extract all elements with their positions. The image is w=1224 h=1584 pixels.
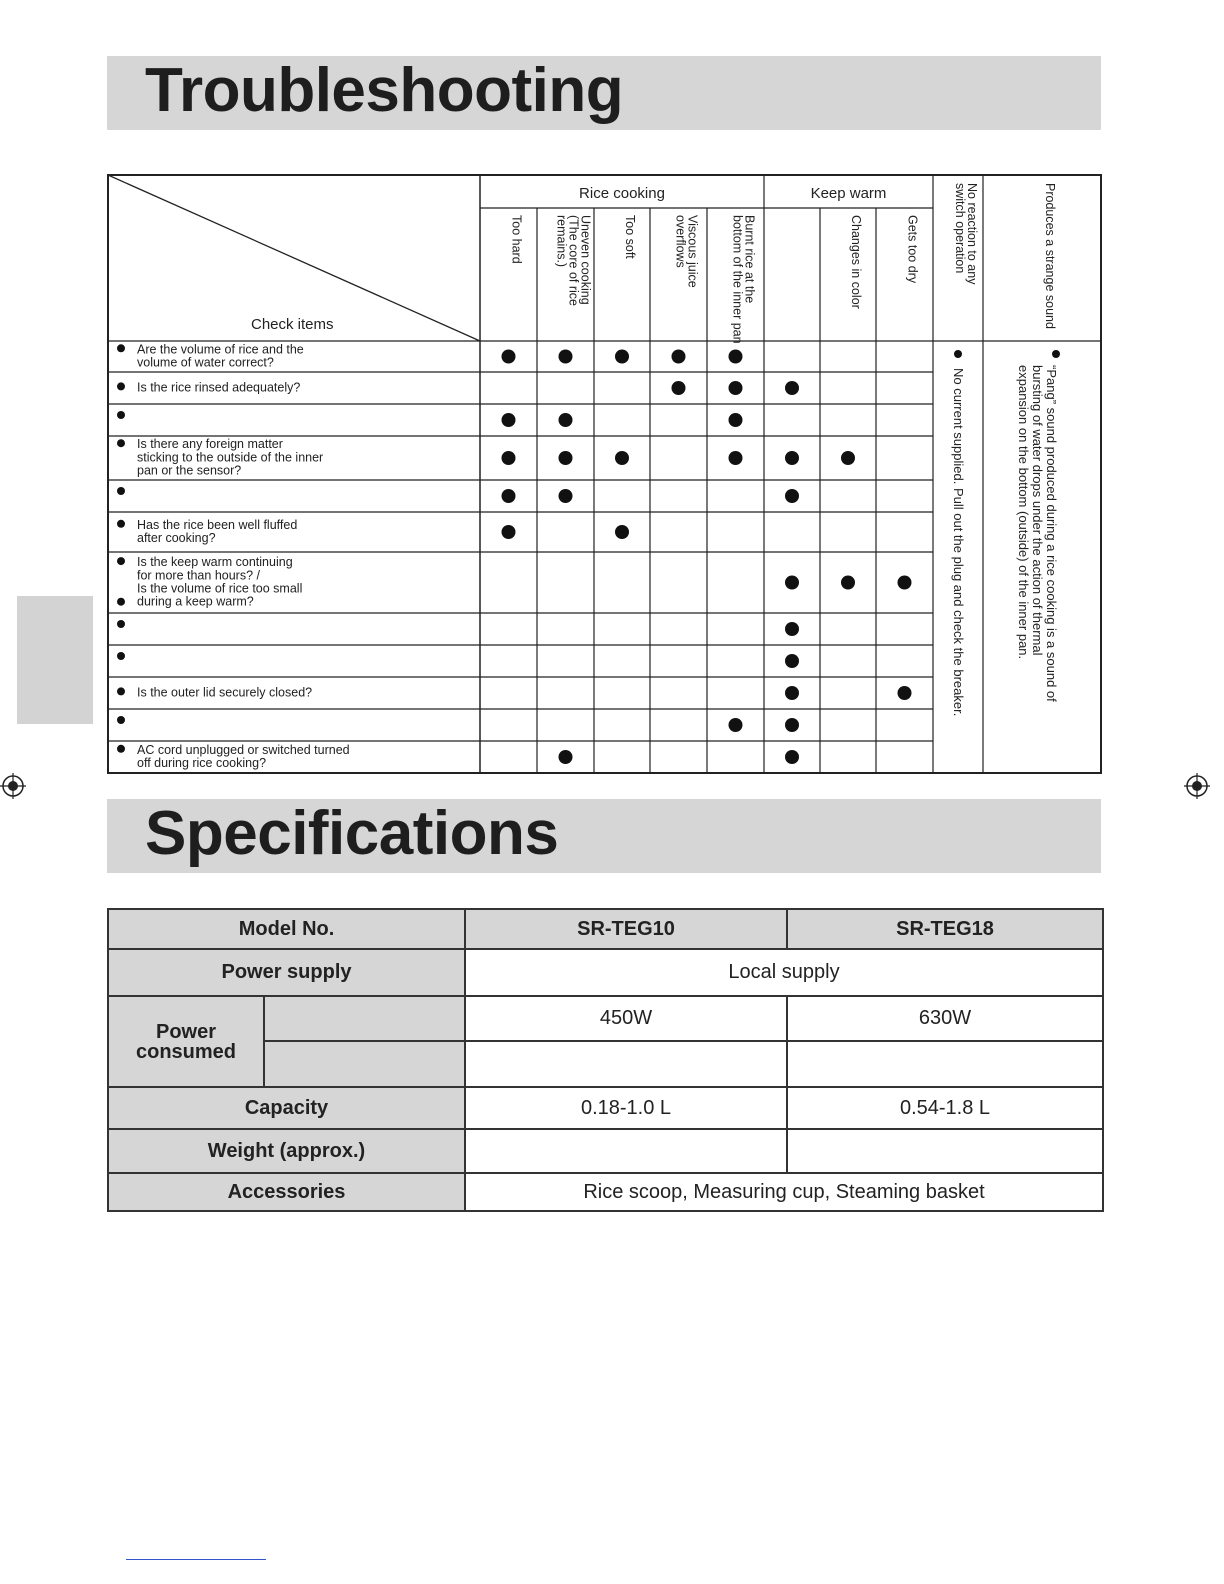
row-mark bbox=[559, 489, 573, 503]
column-header-8: switch operation bbox=[953, 183, 967, 274]
troubleshooting-grid bbox=[107, 174, 1102, 774]
row-mark bbox=[729, 718, 743, 732]
row-mark bbox=[729, 381, 743, 395]
power-consumed-label-text: Power consumed bbox=[135, 1020, 237, 1063]
power-consumed-sub-2 bbox=[264, 1041, 465, 1087]
row-mark bbox=[898, 686, 912, 700]
side-tab bbox=[17, 596, 93, 724]
model-label: Model No. bbox=[108, 909, 465, 949]
row-mark bbox=[785, 622, 799, 636]
note-bullet bbox=[954, 350, 962, 358]
row-text-1: Is the rice rinsed adequately? bbox=[137, 380, 301, 395]
row-mark bbox=[559, 451, 573, 465]
power-supply-value: Local supply bbox=[465, 949, 1103, 996]
spec-row-weight bbox=[108, 1129, 1103, 1173]
row-mark bbox=[785, 718, 799, 732]
row-text-0: Are the volume of rice and the bbox=[137, 342, 304, 357]
row-mark bbox=[785, 750, 799, 764]
note-bullet bbox=[1052, 350, 1060, 358]
row-mark bbox=[502, 489, 516, 503]
power-supply-label: Power supply bbox=[108, 949, 465, 996]
row-mark bbox=[672, 381, 686, 395]
row-mark bbox=[729, 350, 743, 364]
group-rice-cooking: Rice cooking bbox=[579, 185, 665, 202]
row-mark bbox=[785, 489, 799, 503]
column-header-1: Uneven cooking bbox=[578, 215, 593, 305]
row-mark bbox=[615, 525, 629, 539]
row-mark bbox=[729, 413, 743, 427]
row-text-9: Is the outer lid securely closed? bbox=[137, 685, 313, 700]
row-mark bbox=[729, 451, 743, 465]
row-mark bbox=[785, 654, 799, 668]
spec-row-power-supply bbox=[108, 949, 1103, 996]
row-bullet bbox=[117, 520, 125, 528]
row-bullet bbox=[117, 344, 125, 352]
weight-value-1 bbox=[465, 1129, 787, 1173]
row-mark bbox=[559, 350, 573, 364]
strange-sound-note: “Pang” sound produced during a rice cooking is a sound of bbox=[1044, 365, 1059, 702]
model-1: SR-TEG10 bbox=[465, 909, 787, 949]
registration-mark-right bbox=[1184, 773, 1210, 799]
power-consumed-value-2: 630W bbox=[787, 996, 1103, 1041]
accessories-label: Accessories bbox=[108, 1173, 465, 1211]
capacity-value-1: 0.18-1.0 L bbox=[465, 1087, 787, 1129]
row-text-3: pan or the sensor? bbox=[137, 463, 242, 478]
row-bullet bbox=[117, 687, 125, 695]
column-header-2: Too soft bbox=[623, 215, 637, 259]
row-mark bbox=[785, 381, 799, 395]
row-text-5: Has the rice been well fluffed bbox=[137, 517, 298, 532]
row-bullet bbox=[117, 411, 125, 419]
row-mark bbox=[502, 413, 516, 427]
no-reaction-note: No current supplied. Pull out the plug and check the breaker. bbox=[951, 368, 966, 717]
check-items-label: Check items bbox=[251, 316, 334, 333]
weight-value-2 bbox=[787, 1129, 1103, 1173]
troubleshooting-banner bbox=[107, 56, 1101, 130]
row-mark bbox=[615, 350, 629, 364]
row-bullet bbox=[117, 745, 125, 753]
row-bullet bbox=[117, 652, 125, 660]
row-text-6: during a keep warm? bbox=[137, 594, 254, 609]
row-mark bbox=[502, 350, 516, 364]
specifications-table bbox=[107, 908, 1104, 1212]
power-consumed-empty-1 bbox=[465, 1041, 787, 1087]
row-text-6: Is the keep warm continuing bbox=[137, 555, 293, 570]
registration-mark-left bbox=[0, 773, 26, 799]
troubleshooting-title: Troubleshooting bbox=[145, 56, 624, 125]
row-mark bbox=[559, 413, 573, 427]
row-text-3: sticking to the outside of the inner bbox=[137, 450, 324, 465]
spec-row-capacity bbox=[108, 1087, 1103, 1129]
row-text-0: volume of water correct? bbox=[137, 355, 274, 370]
group-keep-warm: Keep warm bbox=[810, 185, 887, 202]
row-text-5: after cooking? bbox=[137, 531, 216, 545]
column-header-4: Burnt rice at the bbox=[742, 215, 757, 304]
row-bullet bbox=[117, 439, 125, 447]
spec-row-power-consumed bbox=[108, 996, 1103, 1041]
column-header-9: Produces a strange sound bbox=[1043, 183, 1057, 329]
weight-label: Weight (approx.) bbox=[108, 1129, 465, 1173]
column-header-6: Changes in color bbox=[849, 215, 863, 309]
row-mark bbox=[615, 451, 629, 465]
column-header-4: bottom of the inner pan bbox=[730, 215, 745, 344]
row-mark bbox=[841, 576, 855, 590]
specifications-title: Specifications bbox=[145, 799, 559, 868]
accessories-value: Rice scoop, Measuring cup, Steaming basket bbox=[465, 1173, 1103, 1211]
column-header-8: No reaction to any bbox=[965, 183, 979, 285]
row-bullet bbox=[117, 716, 125, 724]
row-bullet bbox=[117, 557, 125, 565]
row-mark bbox=[785, 686, 799, 700]
model-2: SR-TEG18 bbox=[787, 909, 1103, 949]
row-text-6: for more than hours? / bbox=[137, 568, 260, 583]
row-mark bbox=[898, 576, 912, 590]
column-header-3: overflows bbox=[673, 215, 688, 268]
row-mark bbox=[785, 576, 799, 590]
column-header-1: (The core of rice bbox=[566, 215, 581, 307]
column-header-3: Viscous juice bbox=[685, 215, 700, 288]
spec-row-model bbox=[108, 909, 1103, 949]
troubleshooting-table bbox=[107, 174, 1102, 774]
power-consumed-sub-1 bbox=[264, 996, 465, 1041]
row-mark bbox=[502, 525, 516, 539]
row-text-11: off during rice cooking? bbox=[137, 756, 267, 770]
footer-line bbox=[126, 1559, 266, 1560]
strange-sound-note: bursting of water drops under the action of thermal bbox=[1030, 365, 1045, 656]
row-mark bbox=[841, 451, 855, 465]
column-header-0: Too hard bbox=[509, 215, 524, 264]
power-consumed-label bbox=[108, 996, 264, 1087]
row-mark bbox=[785, 451, 799, 465]
power-consumed-value-1: 450W bbox=[465, 996, 787, 1041]
capacity-value-2: 0.54-1.8 L bbox=[787, 1087, 1103, 1129]
capacity-label: Capacity bbox=[108, 1087, 465, 1129]
row-bullet bbox=[117, 598, 125, 606]
spec-row-accessories bbox=[108, 1173, 1103, 1211]
power-consumed-empty-2 bbox=[787, 1041, 1103, 1087]
strange-sound-note: expansion on the bottom (outside) of the inner pan. bbox=[1016, 365, 1031, 660]
row-bullet bbox=[117, 382, 125, 390]
row-text-11: AC cord unplugged or switched turned bbox=[137, 742, 350, 757]
specifications-banner bbox=[107, 799, 1101, 873]
column-header-1: remains.) bbox=[554, 215, 569, 268]
row-bullet bbox=[117, 487, 125, 495]
row-mark bbox=[502, 451, 516, 465]
row-text-3: Is there any foreign matter bbox=[137, 437, 283, 452]
row-bullet bbox=[117, 620, 125, 628]
row-mark bbox=[672, 350, 686, 364]
column-header-7: Gets too dry bbox=[905, 215, 920, 284]
row-text-6: Is the volume of rice too small bbox=[137, 581, 303, 596]
row-mark bbox=[559, 750, 573, 764]
